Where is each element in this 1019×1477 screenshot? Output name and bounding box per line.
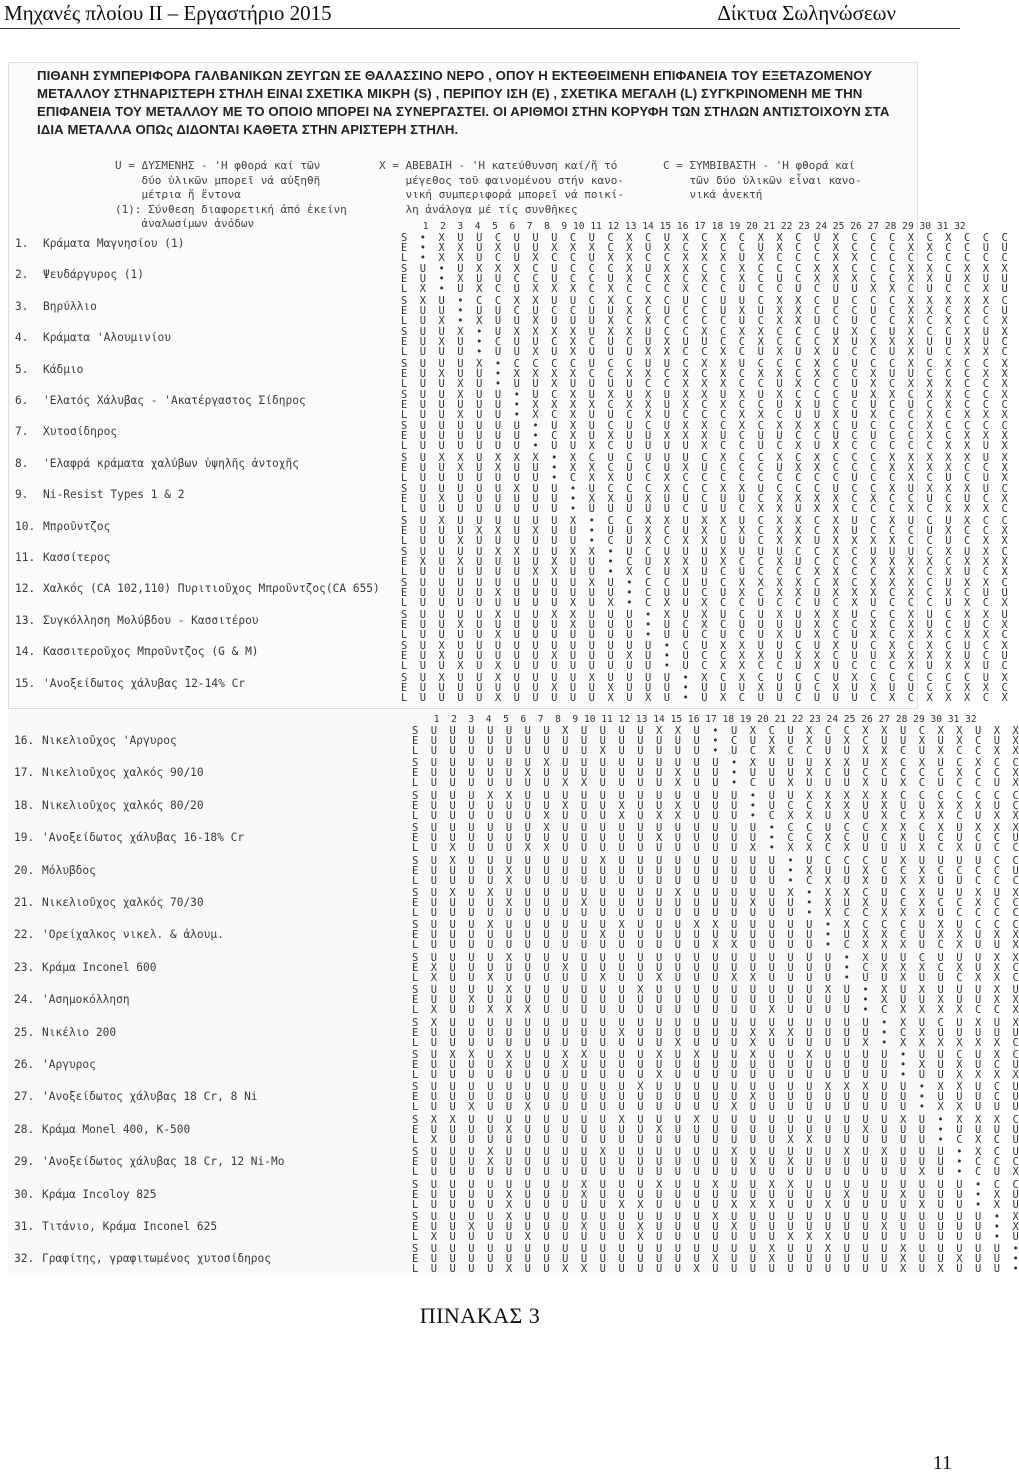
- metal-row: [15, 394, 306, 407]
- metal-row: [14, 766, 204, 779]
- metal-row-name: 'Ελαφρά κράματα χαλύβων ὑψηλῆς ἀντοχῆς: [43, 456, 299, 470]
- metal-row-name: Μόλυβδος: [42, 863, 96, 877]
- metal-row-number: 6.: [15, 394, 29, 407]
- metal-row: [15, 488, 184, 501]
- metal-row-number: 9.: [15, 488, 29, 502]
- matrix-line: E U U U U U U U U U U X U U U U U U X X X U U U U • C X U U U U U: [412, 1026, 1019, 1039]
- metal-row-number: 17.: [14, 766, 35, 780]
- matrix-line: E X U U U U U U X U U U U U U U U U U U U U U • C X X X C X U X C: [412, 961, 1019, 974]
- matrix-line: E U • X U U C C U C C U X C X C X C X C U C X X X C C X X U X U U: [401, 273, 1008, 286]
- metal-row: [15, 457, 299, 470]
- metal-row-name: Κράμα Incoloy 825: [42, 1187, 157, 1201]
- matrix-line: S U U U U U U U U X U U U X U U X U U X X U U U U U U U U U • C C: [412, 1178, 1019, 1191]
- metal-row-number: 5.: [15, 362, 29, 376]
- matrix-line: L U U U • U U X U X U U U X X C C X C U X U X U C C U X U C X X C: [401, 346, 1008, 359]
- metal-row: [14, 1220, 217, 1233]
- metal-row-number: 30.: [14, 1187, 35, 1201]
- matrix-line: E U U X U U U U U X U U X U U U U X U U U U U U U X U U U U U • X: [412, 1221, 1019, 1233]
- matrix-line: L U U U U U U X U U U X U X X U U U • C X X U X U X C X X C U X X: [412, 809, 1019, 822]
- metal-row-number: 1.: [15, 237, 29, 250]
- column-numbers-part-1: 1 2 3 4 5 6 7 8 9 10 11 12 13 14 15 16 17 18 19 20 21 22 23 24 25 26 27 28 29 30 31 32: [417, 221, 966, 232]
- matrix-line: S U X U U U U U U X • C C X X U X X U C X X C X U C X U C U X C C: [401, 514, 1008, 527]
- matrix-line: S U U U U U U • U X U C U C U X X C X C X X X C U C C C X C C C C: [401, 420, 1008, 433]
- matrix-line: E U U X U U U U U U U U U U U U U U U U U U U U • X U U X U U X X: [412, 994, 1019, 1007]
- matrix-line: E U U U U X U U U U U U U X U U U U U U U U U U X U U U • U U U U: [412, 1123, 1019, 1136]
- matrix-line: S U U U U X U U X X U U U • X U X U C U X U X X U C C X U C X X U: [401, 608, 1008, 621]
- scanned-table-part-1: [8, 62, 1008, 709]
- matrix-line: S U U U U U U U X U U U U X X U • U X C U X C C X X U C X X U X X: [412, 725, 1019, 737]
- metal-row-name: Τιτάνιο, Κράμα Inconel 625: [42, 1220, 218, 1233]
- header-chapter-title: Δίκτυα Σωληνώσεων: [717, 1, 896, 25]
- metal-row: [14, 1155, 284, 1168]
- metal-row-number: 8.: [15, 456, 29, 470]
- metal-row: [14, 1123, 190, 1136]
- matrix-line: E U U U U U X U U U U U U U X U U • U U U X C U C C C C C X C C X: [412, 767, 1019, 780]
- metal-row-name: Συγκόλληση Μολύβδου - Κασσιτέρου: [43, 613, 259, 627]
- metal-row-number: 32.: [14, 1252, 35, 1266]
- matrix-line: E U U U U X U U U U U U • C U U C U X C X X U X X X C X C X C U U: [401, 587, 1008, 600]
- matrix-line: S U X U X U U U U U U U U U X U U U U U X • X X C U C X U U X U X: [412, 887, 1019, 899]
- matrix-line: L X U U X X X U U U U U U U U U U U U X U U U U • C X X X X C C X: [412, 1004, 1019, 1017]
- metal-row-name: Νικελιοῦχος χαλκός 70/30: [42, 896, 204, 909]
- matrix-line: S X U • C C X X U U C X C X C U C U U C X X C U C C C X X X X X C: [401, 294, 1008, 307]
- matrix-line: S U X U U U U U U U X U U U U U U U U U • U C C C U X U U U U C C: [412, 854, 1019, 867]
- matrix-line: L U U X U • U U X U U U U C C X X X C C U X C C U X C X X X C C X: [401, 377, 1008, 390]
- metal-row: [15, 363, 83, 376]
- matrix-line: L U U U U X U U U U U X U X U • U X C U U C U U U C X C X X X C X: [401, 691, 1008, 704]
- metal-row: [15, 331, 171, 344]
- matrix-line: L U U X U X U U U U U U U U • U C X X C C U X U C C C X U X X U C: [401, 660, 1008, 673]
- matrix-line: S U U U X U U U U U X U U U U U U X U U U U U X U X U U U • X C U: [412, 1146, 1019, 1159]
- metal-row-number: 19.: [14, 831, 35, 845]
- matrix-line: S U U U X U U U U U U X U U U X X U U U U U • X C C C U X U C C C: [412, 919, 1019, 932]
- matrix-line: L U U X U U X U U U U U U U U U U X U U U U U U U U U • X X U U U: [412, 1101, 1019, 1114]
- matrix-line: L U U X U U U U U U • C U X C X X U U C X X U X X X X C C U C X X: [401, 534, 1008, 547]
- matrix-line: L U U U U U U U U U U U U U U U U U U U U • X C C X X X U C C C C: [412, 907, 1019, 919]
- metal-row-name: 'Ελατός Χάλυβας - 'Ακατέργαστος Σίδηρος: [43, 394, 306, 407]
- metal-row: [14, 1058, 96, 1071]
- metal-row-number: 24.: [14, 993, 35, 1007]
- metal-row: [14, 1252, 271, 1265]
- matrix-line: S U U U X • C C C C U C C U U C X X U C C C X C U C C X C X C C X: [401, 357, 1008, 370]
- matrix-line: E U U U U U U U U U U U U X U U U U U • C C X C U C X U C U C C U: [412, 832, 1019, 845]
- metal-row-number: 26.: [14, 1058, 35, 1071]
- metal-row-number: 23.: [14, 960, 35, 974]
- metal-row-number: 31.: [14, 1220, 35, 1233]
- matrix-line: L U U U U U U U • C X X U C X C C C C C C C C C U C C X C U C U X: [401, 471, 1008, 484]
- matrix-line: S U U X U U • U C X U X U X U X X U X U X C C C U X X C X X C C X: [401, 389, 1008, 401]
- metal-row: [14, 799, 204, 812]
- matrix-line: E U U U X X U X U U • U U X C U X C X C X X C X U C C C U X C C X: [401, 524, 1008, 537]
- matrix-line: S U X U U U U U U U U U U U • C U X X U U C U X U C X C X C U C X: [401, 640, 1008, 653]
- metal-row-name: Νικελιοῦχος χαλκός 80/20: [42, 798, 204, 812]
- header-course-title: Μηχανές πλοίου ΙΙ – Εργαστήριο 2015: [4, 1, 332, 25]
- matrix-line: E U U U U X U U U X U U U U U U U U U U U U U X U U X U U U • X U: [412, 1188, 1019, 1201]
- matrix-line: S U X X U X U U X X U U U X U X U U X U U X U U U U • U U C U X C: [412, 1049, 1019, 1061]
- matrix-line: E • X X U X U U X X X C X U X C X C C U X C C X C C C X X C C U U: [401, 242, 1008, 254]
- metal-row-number: 11.: [15, 551, 36, 564]
- matrix-line: E U U U U X U U U U U U U U U U U U U U • X U U X C C X C C C C U: [412, 864, 1019, 877]
- column-numbers-part-2: 1 2 3 4 5 6 7 8 9 10 11 12 13 14 15 16 17 18 19 20 21 22 23 24 25 26 27 28 29 30 31 32: [428, 714, 977, 725]
- matrix-line: L U U U U U U U U • U U U U U C U U C X X U X X C C C X C X X X C: [401, 503, 1008, 516]
- metal-row-number: 16.: [14, 734, 35, 747]
- matrix-line: L U U U U X U U U U U X X U U U U X X X U U X U U U U X U U • X U: [412, 1198, 1019, 1211]
- matrix-line: S U U X • U X X X X U X X U C C X C X X C C C U X C U X C C X U X: [401, 326, 1008, 339]
- matrix-line: L U U U U U U U X X U U U U X U U • C U X U U U X U X C U C C U X: [412, 777, 1019, 790]
- metal-row-name: Νικελιοῦχος 'Αργυρος: [42, 734, 177, 747]
- matrix-line: E U U U X U U U U U U U U U U U U U X U X U U U U U U U U • C C C: [412, 1156, 1019, 1169]
- metal-row: [15, 237, 184, 250]
- metal-row-name: 'Ανοξείδωτος χάλυβας 16-18% Cr: [42, 831, 245, 845]
- matrix-line: L U U U U U U U U U X U U U U U • U C X C C U U X X C U X C C X X: [412, 745, 1019, 757]
- metal-row: [14, 864, 96, 877]
- matrix-line: L U U U U U U U U U U U U X U U U U U U U U U U U U • U U X X X X: [412, 1069, 1019, 1081]
- matrix-line: S U U U U U U X U U U U U U U U U • X U U U X X U X C X U C X C C: [412, 757, 1019, 770]
- matrix-line: S U U U U U X U U • U C C C X C C X X U C C C U C C X U X X X U C: [401, 483, 1008, 496]
- page-header: [0, 0, 960, 29]
- table-caption: ΠΙΝΑΚΑΣ 3: [419, 1303, 541, 1328]
- table-intro-text: ΠΙΘΑΝΗ ΣΥΜΠΕΡΙΦΟΡΑ ΓΑΛΒΑΝΙΚΩΝ ΖΕΥΓΩΝ ΣΕ ΘΑΛΑΣΣΙΝΟ ΝΕΡΟ , ΟΠΟΥ Η ΕΚΤΕΘΕΙΜΕΝΗ ΕΠΙΦΑΝΕΙΑ ΤΟΥ ΕΞΕΤΑΖΟΜΕΝΟΥ ΜΕΤΑΛΛΟΥ ΣΤΗΝΑΡΙΣΤΕΡΗ ΣΤΗΛΗ ΕΙΝΑΙ ΣΧΕΤΙΚΑ ΜΙΚΡΗ (S) , ΠΕΡΙΠΟΥ ΙΣΗ (E) , ΣΧΕΤΙΚΑ ΜΕΓΑΛΗ (L) ΣΥΓΚΡΙΝΟΜΕΝΗ ΜΕ ΤΗΝ ΕΠΙΦΑΝΕΙΑ ΤΟΥ ΜΕΤΑΛΛΟΥ ΜΕ ΤΟ ΟΠΟΙΟ ΜΠΟΡΕΙ ΝΑ ΣΥΝΕΡΓΑΣΤΕΙ. ΟΙ ΑΡΙΘΜΟΙ ΣΤΗΝ ΚΟΡΥΦΗ ΤΩΝ ΣΤΗΛΩΝ ΑΝΤΙΣΤΟΙΧΟΥΝ ΣΤΑ ΙΔΙΑ ΜΕΤΑΛΛΑ ΟΠΩς ΔΙΔΟΝΤΑΙ ΚΑΘΕΤΑ ΣΤΗΝ ΑΡΙΣΤΕΡΗ ΣΤΗΛΗ.: [37, 68, 890, 137]
- matrix-line: L U U U U U U U U U U U U U U U U U U U U U U U U U U X U • C U X: [412, 1166, 1019, 1179]
- metal-row: [14, 961, 157, 974]
- metal-row-name: Νικέλιο 200: [42, 1025, 117, 1039]
- metal-row-name: 'Αργυρος: [42, 1058, 96, 1071]
- metal-row: [15, 645, 259, 658]
- metal-row-name: 'Ανοξείδωτος χάλυβας 18 Cr, 8 Ni: [42, 1090, 258, 1104]
- metal-row: [14, 928, 224, 941]
- legend-u: U = ΔΥΣΜΕΝΗΣ - 'Η φθορά καί τῶν δύο ὑλικῶν μπορεῖ νά αὐξηθῆ μέτρια ἤ ἔντονα (1): Σύνθεση διαφορετική ἀπό ἐκείνη ἀναλωσίμων ἀνόδων: [115, 159, 347, 230]
- matrix-line: L X • U X C U X X X C X C C C X C C U C C U C U U X X C U C C X U: [401, 283, 1008, 296]
- metal-row-number: 3.: [15, 299, 29, 313]
- metal-row-number: 10.: [15, 519, 36, 533]
- metal-row: [15, 677, 245, 690]
- metal-row: [15, 268, 144, 281]
- matrix-line: L U U U U X U U U U U U U • U U C U C U X U X C U X C X X C X X C: [401, 628, 1008, 641]
- metal-row-name: Κάδμιο: [43, 362, 84, 376]
- metal-row: [15, 582, 380, 595]
- metal-row-number: 28.: [14, 1122, 35, 1136]
- scanned-table-part-2: [8, 710, 1019, 1276]
- matrix-line: S U U U U U U U U U U U X U U U U U U U U U X X X U U • X X U C U: [412, 1081, 1019, 1094]
- metal-row: [15, 551, 110, 564]
- metal-row-name: 'Ανοξείδωτος χάλυβας 18 Cr, 12 Ni-Mo: [42, 1155, 285, 1169]
- matrix-line: L U U X U U • X C X U U C X U C C C X X C U U X U X C C X C X X X: [401, 409, 1008, 421]
- matrix-line: L U U U U U U U U U U U U U X U U U X U U U U U X • X X X X X X C: [412, 1036, 1019, 1049]
- metal-row-name: Βηρύλλιο: [43, 299, 97, 313]
- metal-row-name: Χυτοσίδηρος: [43, 425, 118, 439]
- metal-row-name: Κράματα Μαγνησίου (1): [43, 237, 185, 250]
- legend-c: C = ΣΥΜΒΙΒΑΣΤΗ - 'Η φθορά καί τῶν δύο ὑλικῶν εἶναι κανο- νικά ἀνεκτή: [663, 159, 862, 201]
- metal-row: [15, 520, 110, 533]
- matrix-line: E U U U U U U U X U U X U U U • U U U X U U C X U X U U C C X X C: [401, 681, 1008, 694]
- matrix-line: S U U U U X U U U U U U U U U U X U U U U U U U U U U U U U U • X: [412, 1211, 1019, 1223]
- matrix-line: S U U U U U U U U U X U • C C U U C X X X X C X C X X X C U X X C: [401, 577, 1008, 590]
- metal-row-number: 13.: [15, 613, 36, 627]
- matrix-line: E U U U U X U U U X U U U U U U U U X U U • X U X U C X C C X C C: [412, 897, 1019, 909]
- metal-row: [15, 300, 97, 313]
- matrix-line: L X U U X U U U U U X U U X U U U X X U U U U • U U X U U C X X C: [412, 971, 1019, 984]
- matrix-line: E U U U U U U U X U U X U U X U U U • U C C X X U X U U X X X U C: [412, 799, 1019, 812]
- metal-row-name: Μπροῦντζος: [43, 519, 111, 533]
- matrix-line: L U U U U U U U U X U X • C X U X C C U C C U C X U C C C U X C X: [401, 597, 1008, 610]
- metal-row-number: 7.: [15, 425, 29, 439]
- matrix-line: L X U U U U X U U U U U X U U U U U U U X X X U U U U U U U U • U: [412, 1231, 1019, 1243]
- metal-row-name: Γραφίτης, γραφιτωμένος χυτοσίδηρος: [42, 1252, 272, 1266]
- matrix-line: L X U U U U U U U U U U U U U U U U U U X X U U U U U U • C X C U: [412, 1133, 1019, 1146]
- metal-row-number: 4.: [15, 331, 29, 345]
- matrix-line: E U U U U U U • C X U X U U X X X U C U U C C U C U C C X C X X X: [401, 430, 1008, 443]
- matrix-line: S U X U U X U U U U X U U U U • X C X C U C C U X C C C C C C U X: [401, 671, 1008, 684]
- matrix-line: E X U X U U U U X U U • C U X X U X C C X U C C C X X X X C X X X: [401, 556, 1008, 568]
- metal-row-number: 18.: [14, 798, 35, 812]
- matrix-line: S U U U X X U U U U U U U U U U U U • U U X X X X X C C C C C C C: [412, 789, 1019, 802]
- legend-x: X = ΑΒΕΒΑΙΗ - 'Η κατεύθυνση καί/ἤ τό μέγεθος τοῦ φαινομένου στήν κανο- νική συμπεριφορά μπορεῖ νά ποικί- λη ἀνάλογα μέ τίς συνθῆκες: [379, 159, 625, 216]
- metal-row-name: Κράμα Inconel 600: [42, 960, 157, 974]
- matrix-line: E U U • U U C U C C U U X C U C C U X U X X C C C U C X X C X C U: [401, 304, 1008, 317]
- metal-row-name: Κασσιτεροῦχος Μπροῦντζος (G & M): [43, 645, 259, 659]
- page-number: 11: [932, 1452, 952, 1474]
- matrix-line: E U X U • C U U C X C U C U X U U C C X C C C X U X X X U U X U C: [401, 336, 1008, 349]
- metal-row-number: 21.: [14, 896, 35, 909]
- matrix-line: S X X U U U U U U U U X U U U X U U U U U U U U U U X U • X X X C: [412, 1113, 1019, 1126]
- matrix-line: E U X U U U U U U • X X U X U U C U U C X X X X C X C C U C U C X: [401, 493, 1008, 506]
- metal-row-name: Κράμα Monel 400, K-500: [42, 1122, 191, 1136]
- metal-row: [14, 734, 177, 747]
- metal-row: [15, 614, 259, 627]
- matrix-line: E U U X U U U U U X U U U • U C X C U U U U X C C X C X U C U C X: [401, 618, 1008, 631]
- matrix-line: S U U U U U U X U U U U U U U U U U U • C C U C C X X C X U X X X: [412, 822, 1019, 835]
- metal-row-name: 'Ανοξείδωτος χάλυβας 12-14% Cr: [43, 676, 246, 690]
- matrix-line: E U U U U X U U X U U U U U U U U U U U U U U U U U • X U X U C U: [412, 1059, 1019, 1071]
- matrix-line: S • X U U C U U U C U C X C U X C X C X X C U X C C C X C X C C C: [401, 232, 1008, 244]
- matrix-line: S U U U U X U U U U U U X U U U U U U U U U X U • X U X U U U X U: [412, 984, 1019, 997]
- metal-row-name: Νικελιοῦχος χαλκός 90/10: [42, 766, 204, 780]
- metal-row-name: 'Ασημοκόλληση: [42, 993, 130, 1007]
- matrix-line: L U X • X U U X U U U X C X C C C C U C X X U C U C C X C X C C X: [401, 314, 1008, 327]
- matrix-line: L U U U U U U U U U U U U U U U X X U U U U • C X X X U C X U U X: [412, 939, 1019, 952]
- matrix-line: E U U X U X U U • X X C U C U X U C C C U X X C C C X X X X C C X: [401, 461, 1008, 474]
- matrix-line: E U X U U U U U X U U U X U • U C C X X U X X C U U X X X X U C U: [401, 650, 1008, 663]
- metal-row-number: 2.: [15, 268, 29, 282]
- metal-row-number: 15.: [15, 676, 36, 690]
- metal-row: [14, 1026, 116, 1039]
- metal-row-number: 29.: [14, 1155, 35, 1169]
- matrix-line: S U U U U X U U U U U U U U U U U U U U U U U • X U U C U U U X X: [412, 951, 1019, 964]
- metal-row-name: Ni-Resist Types 1 & 2: [43, 488, 185, 502]
- matrix-line: S U • U X X X C U C C C X U X X C C X C C C X X C C C X X C X X X: [401, 263, 1008, 276]
- metal-row-number: 20.: [14, 863, 35, 877]
- matrix-line: L U U U U X U U U U U U U U U U U U U U • C X U X U X X U U C C C: [412, 874, 1019, 887]
- metal-row-name: Κράματα 'Αλουμινίου: [43, 331, 171, 345]
- metal-row-number: 12.: [15, 582, 36, 596]
- metal-row: [14, 896, 204, 909]
- matrix-line: E U U U U U U U U U X U U U U U U U U U U U • U X X C U X X U X X: [412, 929, 1019, 942]
- matrix-line: S X U U U U U U U U U U U U U U U U U U U U U U U • X U C U X U X: [412, 1016, 1019, 1029]
- metal-row-number: 25.: [14, 1025, 35, 1039]
- metal-row-number: 14.: [15, 645, 36, 659]
- metal-row-number: 22.: [14, 928, 35, 942]
- metal-row: [14, 831, 244, 844]
- matrix-line: L U U U U X U U X X U U U U U X U U U U U U U U U U X U X U U U •: [412, 1263, 1019, 1276]
- metal-row: [14, 1188, 157, 1201]
- metal-row: [14, 1090, 258, 1103]
- metal-row-number: 27.: [14, 1090, 35, 1104]
- metal-row-name: Κασσίτερος: [43, 551, 111, 564]
- matrix-line: E U U U U U U U U U U U U U U U X U U X U U U U U U X U U X U U •: [412, 1253, 1019, 1266]
- matrix-line: E U U U U U U U U U U U U U U U U U X U U U U U U U U • U U U C U: [412, 1091, 1019, 1104]
- metal-row-name: Ψευδάργυρος (1): [43, 268, 145, 282]
- matrix-line: S U U U U X X U U X X • U C U U U X U U U C C X C U U U C X U X C: [401, 546, 1008, 558]
- matrix-line: L • X X U C U X C C U X X C C X X X U X C C C X X C C C C C C C C: [401, 252, 1008, 264]
- metal-row-name: Χαλκός (CA 102,110) Πυριτιοῦχος Μπροῦντζος(CA 655): [43, 582, 380, 596]
- matrix-line: L U X U U U X X U U U U U U U U U U X • X X C X U U U X C X U C C: [412, 842, 1019, 855]
- metal-row-name: 'Ορείχαλκος νικελ. & ἀλουμ.: [42, 928, 224, 942]
- matrix-line: E U X U U • X X X X C C X X C X C X C X X C X C C X U U C C C X X: [401, 367, 1008, 380]
- matrix-line: L U U U U U U X X U U • X C U X U C U C C C X X C C X X C X U C X: [401, 566, 1008, 578]
- matrix-line: E U U U U U U U U U U U U U U U • C U X U X U X C U U X U X C U X: [412, 735, 1019, 747]
- matrix-line: E U U U U U • X X X X C X X U X C X C C U X U C C U C U C X C C C: [401, 399, 1008, 411]
- metal-row: [14, 993, 130, 1006]
- matrix-line: S U U U U U U U U U U U U U U U U U U X U U X U U U X U U U U U •: [412, 1243, 1019, 1256]
- matrix-line: L U U U U U U • U U X C U U U U X C C U C X U X C C C C C X X U X: [401, 440, 1008, 453]
- matrix-line: S U X X U X X X • X C U C U U U C X C C X C X C C C X X X X X U X: [401, 451, 1008, 464]
- metal-row: [15, 425, 117, 438]
